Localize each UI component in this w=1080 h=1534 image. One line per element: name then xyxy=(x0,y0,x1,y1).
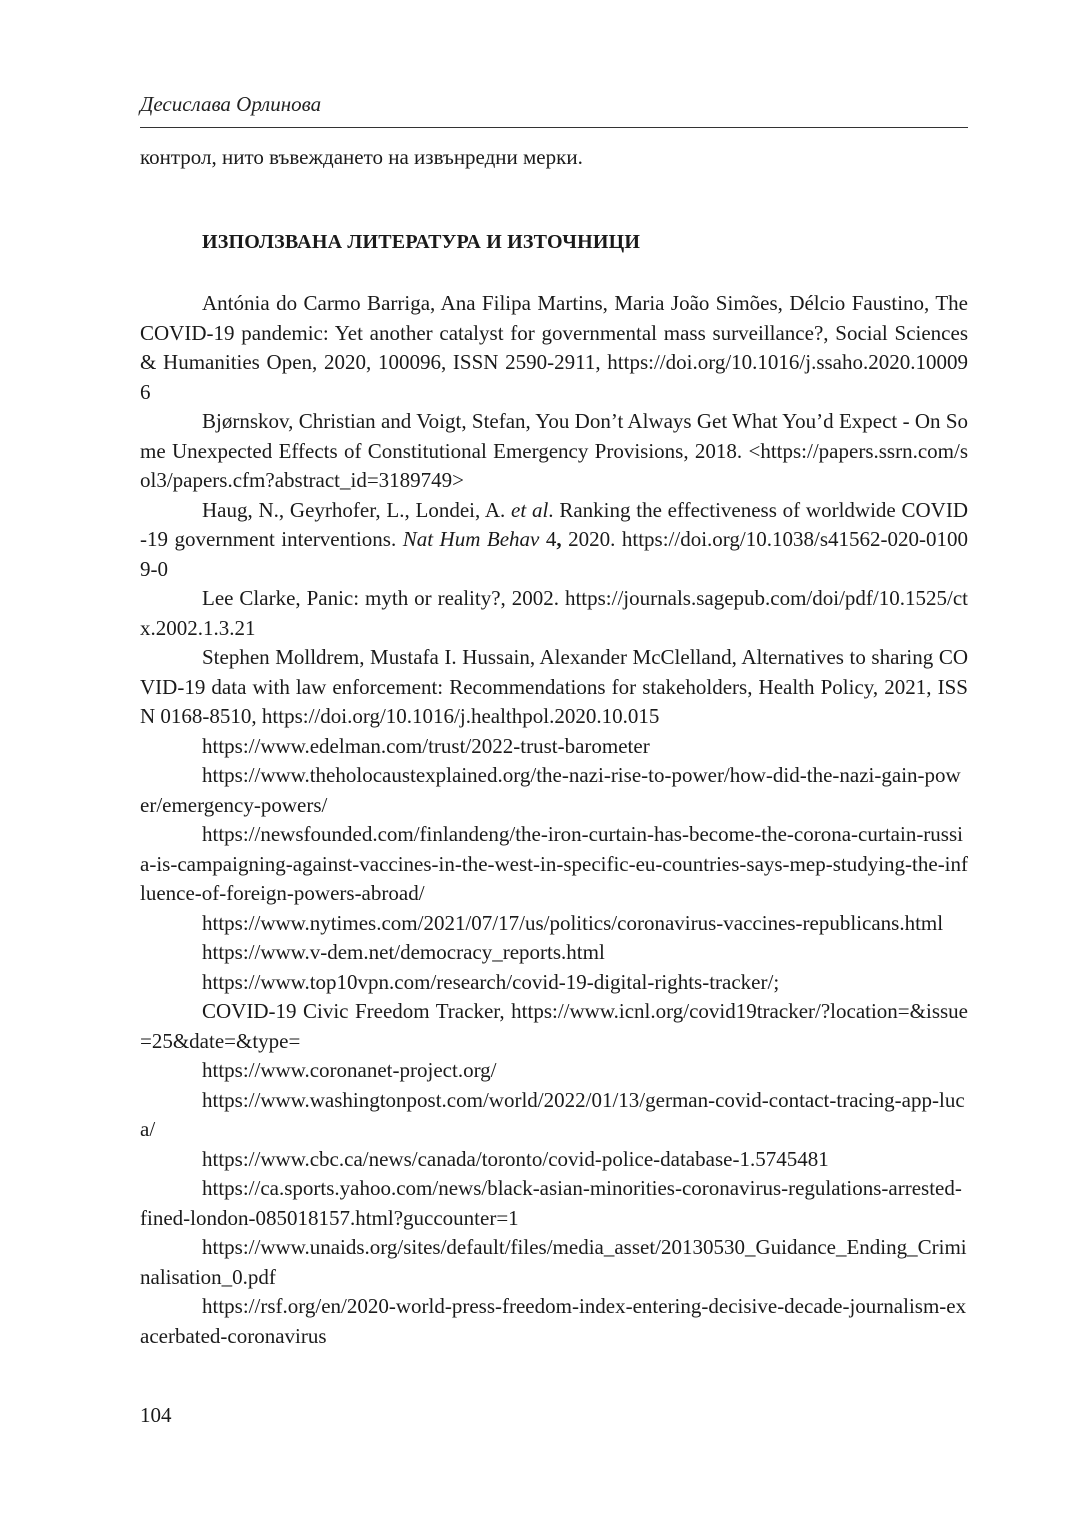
reference-item: Antónia do Carmo Barriga, Ana Filipa Martins, Maria João Simões, Délcio Faustino, The COVID-19 pandemic: Yet another catalyst for governmental mass surveillance?, Social Sciences & Humanities Open, 2020, 100096, ISSN 2590-2911, https://doi.org/10.1016/j.ssaho.2020.100096 xyxy=(140,291,968,404)
reference-item: Lee Clarke, Panic: myth or reality?, 2002. https://journals.sagepub.com/doi/pdf/10.1525/ctx.2002.1.3.21 xyxy=(140,586,968,640)
reference-item: https://www.washingtonpost.com/world/2022/01/13/german-covid-contact-tracing-app-luca/ xyxy=(140,1087,965,1141)
reference-item: https://www.coronanet-project.org/ xyxy=(202,1058,497,1082)
intro-line: контрол, нито въвеждането на извънредни мерки. xyxy=(140,145,583,169)
reference-item: https://www.edelman.com/trust/2022-trust-barometer xyxy=(202,733,650,758)
reference-item: Haug, N., Geyrhofer, L., Londei, A. et al. Ranking the effectiveness of worldwide COVID-19 government interventions. Nat Hum Behav 4, 2020. https://doi.org/10.1038/s41562-020-01009-0 xyxy=(140,497,968,581)
reference-list xyxy=(140,289,968,1351)
reference-item: https://www.cbc.ca/news/canada/toronto/covid-police-database-1.5745481 xyxy=(202,1146,829,1171)
reference-item: https://www.theholocaustexplained.org/the-nazi-rise-to-power/how-did-the-nazi-gain-power/emergency-powers/ xyxy=(140,763,961,817)
reference-item: https://www.v-dem.net/democracy_reports.html xyxy=(202,940,605,964)
reference-item: https://www.top10vpn.com/research/covid-19-digital-rights-tracker/; xyxy=(202,969,780,994)
reference-item: https://rsf.org/en/2020-world-press-freedom-index-entering-decisive-decade-journalism-exacerbated-coronavirus xyxy=(140,1294,967,1348)
section-title: ИЗПОЛЗВАНА ЛИТЕРАТУРА И ИЗТОЧНИЦИ xyxy=(202,231,641,253)
reference-item: https://newsfounded.com/finlandeng/the-iron-curtain-has-become-the-corona-curtain-russia-is-campaigning-against-vaccines-in-the-west-in-specific-eu-countries-says-mep-studying-the-influence-of-foreign-powers-abroad/ xyxy=(140,822,969,905)
running-header-author: Десислава Орлинова xyxy=(140,92,322,116)
reference-item: https://www.nytimes.com/2021/07/17/us/politics/coronavirus-vaccines-republicans.html xyxy=(202,910,944,935)
reference-item: COVID-19 Civic Freedom Tracker, https://www.icnl.org/covid19tracker/?location=&issue=25&date=&type= xyxy=(140,999,968,1053)
page-number: 104 xyxy=(140,1403,172,1427)
header-rule xyxy=(140,127,968,128)
reference-item: Stephen Molldrem, Mustafa I. Hussain, Alexander McClelland, Alternatives to sharing COVID-19 data with law enforcement: Recommendations for stakeholders, Health Policy, 2021, ISSN 0168-8510, https://doi.org/10.1016/j.healthpol.2020.10.015 xyxy=(140,645,968,728)
reference-item: https://www.unaids.org/sites/default/files/media_asset/20130530_Guidance_Ending_Criminalisation_0.pdf xyxy=(140,1235,967,1289)
document-page xyxy=(140,0,968,1534)
reference-item: https://ca.sports.yahoo.com/news/black-asian-minorities-coronavirus-regulations-arrested-fined-london-085018157.html?guccounter=1 xyxy=(140,1176,962,1230)
reference-item: Bjørnskov, Christian and Voigt, Stefan, You Don’t Always Get What You’d Expect - On Some Unexpected Effects of Constitutional Emergency Provisions, 2018. <https://papers.ssrn.com/sol3/papers.cfm?abstract_id=3189749> xyxy=(140,409,968,492)
